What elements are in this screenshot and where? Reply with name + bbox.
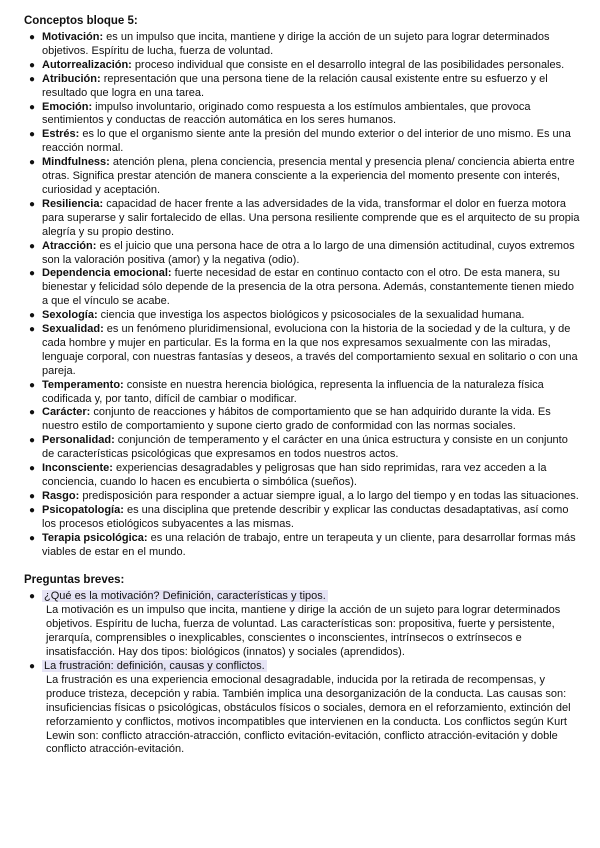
concept-item <box>24 309 580 323</box>
question-title-row <box>24 590 580 604</box>
bullet-icon: ● <box>29 129 36 141</box>
concept-term: Inconsciente: <box>42 462 113 475</box>
bullet-icon: ● <box>29 591 36 603</box>
concept-item <box>24 323 580 379</box>
question-answer: La motivación es un impulso que incita, mantiene y dirige la acción de un sujeto para lograr determinados objetivos. Espíritu de lucha, fuerza de voluntad. Las características son: propositiva, fuerte y persistente, jerarquía, comprensibles o inexplicables, conscientes o inconscientes, intrínsecos o extrínsecos e insatisfacción. Hay dos tipos: biológicos (innatos) y sociales (aprendidos). <box>46 604 561 659</box>
concept-term: Estrés: <box>42 128 80 141</box>
bullet-icon: ● <box>29 660 36 672</box>
concept-term: Motivación: <box>42 31 104 43</box>
bullet-icon: ● <box>29 59 36 71</box>
concept-item <box>24 379 580 407</box>
concept-definition: consiste en nuestra herencia biológica, representa la influencia de la naturaleza física codificada y, por tanto, difícil de cambiar o modificar. <box>42 378 544 405</box>
concept-definition: es una relación de trabajo, entre un terapeuta y un cliente, para desarrollar formas más viables de estar en el mundo. <box>42 531 576 558</box>
bullet-icon: ● <box>29 198 36 210</box>
bullet-icon: ● <box>29 240 36 252</box>
questions-heading: Preguntas breves: <box>24 574 125 587</box>
question-title: La frustración: definición, causas y conflictos. <box>44 659 265 672</box>
concept-term: Carácter: <box>42 406 91 419</box>
section-spacer <box>24 559 580 573</box>
bullet-icon: ● <box>29 407 36 419</box>
bullet-icon: ● <box>29 435 36 447</box>
concept-term: Atracción: <box>42 239 97 252</box>
concept-term: Sexualidad: <box>42 323 104 336</box>
question-title: ¿Qué es la motivación? Definición, características y tipos. <box>44 590 326 603</box>
concept-definition: conjunción de temperamento y el carácter en una única estructura y consiste en un conjunto de características psicológicas que expresamos en todos nuestros actos. <box>42 434 568 461</box>
concept-definition: ciencia que investiga los aspectos biológicos y psicosociales de la sexualidad humana. <box>97 309 525 322</box>
bullet-icon: ● <box>29 73 36 85</box>
concept-definition: experiencias desagradables y peligrosas que han sido reprimidas, rara vez acceden a la conciencia, cuando lo hacen es encubierta o simbólica (sueños). <box>42 462 547 488</box>
concept-item <box>24 59 580 73</box>
concept-term: Sexología: <box>42 309 98 322</box>
concepts-heading: Conceptos bloque 5: <box>24 15 138 27</box>
concept-item <box>24 434 580 462</box>
bullet-icon: ● <box>29 532 36 544</box>
concept-item <box>24 73 580 101</box>
concept-item <box>24 462 580 490</box>
concept-term: Dependencia emocional: <box>42 267 172 280</box>
concept-item <box>24 532 580 560</box>
concept-term: Temperamento: <box>42 378 124 391</box>
concept-term: Emoción: <box>42 100 93 113</box>
concept-item <box>24 406 580 434</box>
question-item <box>24 660 580 757</box>
concept-definition: es una disciplina que pretende describir y explicar las conductas desadaptativas, así como los procesos etiológicos subyacentes a las mismas. <box>42 503 569 530</box>
bullet-icon: ● <box>29 101 36 113</box>
concept-item <box>24 101 580 129</box>
bullet-icon: ● <box>29 490 36 502</box>
concept-term: Autorrealización: <box>42 58 132 71</box>
question-item <box>24 590 580 660</box>
concept-item <box>24 198 580 240</box>
concept-definition: proceso individual que consiste en el desarrollo integral de las posibilidades personales. <box>131 58 565 71</box>
bullet-icon: ● <box>29 268 36 280</box>
bullet-icon: ● <box>29 310 36 322</box>
concept-item <box>24 156 580 198</box>
concept-definition: atención plena, plena conciencia, presencia mental y presencia plena/ conciencia abierta entre otras. Significa prestar atención de manera consciente a la experiencia del momento presente con interés, curiosidad y aceptación. <box>42 156 575 196</box>
question-answer: La frustración es una experiencia emocional desagradable, inducida por la retirada de recompensas, y produce tristeza, decepción y rabia. También implica una desorganización de la conducta. Las causas son: insuficiencias físicas o psicológicas, obstáculos físicos o sociales, demora en el reforzamiento, extinción del reforzamiento y conflictos, motivos incompatibles que intervienen en la conducta. Los conflictos según Kurt Lewin son: conflicto atracción-atracción, conflicto evitación-evitación, conflicto atracción-evitación y doble conflicto atracción-evitación. <box>46 673 571 756</box>
question-title-row <box>24 660 580 674</box>
concept-definition: es lo que el organismo siente ante la presión del mundo exterior o del interior de uno mismo. Es una reacción normal. <box>42 128 571 155</box>
concept-term: Resiliencia: <box>42 197 104 210</box>
concept-term: Atribución: <box>42 72 101 85</box>
concept-definition: impulso involuntario, originado como respuesta a los estímulos ambientales, que provoca sentimientos y conductas de reacción automática en los seres humanos. <box>42 100 531 127</box>
concept-item <box>24 31 580 59</box>
bullet-icon: ● <box>29 504 36 516</box>
concept-term: Personalidad: <box>42 434 115 447</box>
concept-item <box>24 128 580 156</box>
concept-term: Psicopatología: <box>42 503 124 516</box>
concepts-list <box>24 31 580 559</box>
concept-item <box>24 240 580 268</box>
concept-term: Rasgo: <box>42 489 80 502</box>
bullet-icon: ● <box>29 463 36 475</box>
concept-definition: conjunto de reacciones y hábitos de comportamiento que se han adquirido durante la vida. Es nuestro estilo de comportamiento y supone cierto grado de conformidad con las normas sociales. <box>42 406 551 433</box>
questions-list <box>24 590 580 757</box>
concept-item <box>24 267 580 309</box>
concept-definition: capacidad de hacer frente a las adversidades de la vida, transformar el dolor en fuerza motora para superarse y salir fortalecido de ellas. Una persona resiliente comprende que es el arquitecto de su propia alegría y su propio destino. <box>42 197 580 238</box>
concept-term: Mindfulness: <box>42 156 110 169</box>
concept-definition: es el juicio que una persona hace de otra a lo largo de una dimensión actitudinal, cuyos extremos son la valoración positiva (amor) y la negativa (odio). <box>42 239 575 266</box>
concept-definition: predisposición para responder a actuar siempre igual, a lo largo del tiempo y en todas las situaciones. <box>79 489 579 502</box>
concept-definition: es un fenómeno pluridimensional, evoluciona con la historia de la sociedad y de la cultura, y de cada hombre y mujer en particular. Es la forma en la que nos expresamos sexualmente con las miradas, lenguaje corporal, con nuestras fantasías y deseos, a través del comportamiento sexual en solitario o con una pareja. <box>42 323 578 377</box>
bullet-icon: ● <box>29 379 36 391</box>
concept-definition: fuerte necesidad de estar en continuo contacto con el otro. De esta manera, su bienestar y felicidad sólo depende de la presencia de la otra persona. Además, constantemente tienen miedo a que el vínculo se acabe. <box>42 267 575 308</box>
bullet-icon: ● <box>29 324 36 336</box>
bullet-icon: ● <box>29 32 36 43</box>
concept-definition: es un impulso que incita, mantiene y dirige la acción de un sujeto para lograr determinados objetivos. Espíritu de lucha, fuerza de voluntad. <box>42 31 550 57</box>
bullet-icon: ● <box>29 157 36 169</box>
concept-term: Terapia psicológica: <box>42 531 148 544</box>
concept-item <box>24 490 580 504</box>
concept-definition: representación que una persona tiene de la relación causal existente entre su esfuerzo y el resultado que logra en una tarea. <box>42 72 548 99</box>
concept-item <box>24 504 580 532</box>
